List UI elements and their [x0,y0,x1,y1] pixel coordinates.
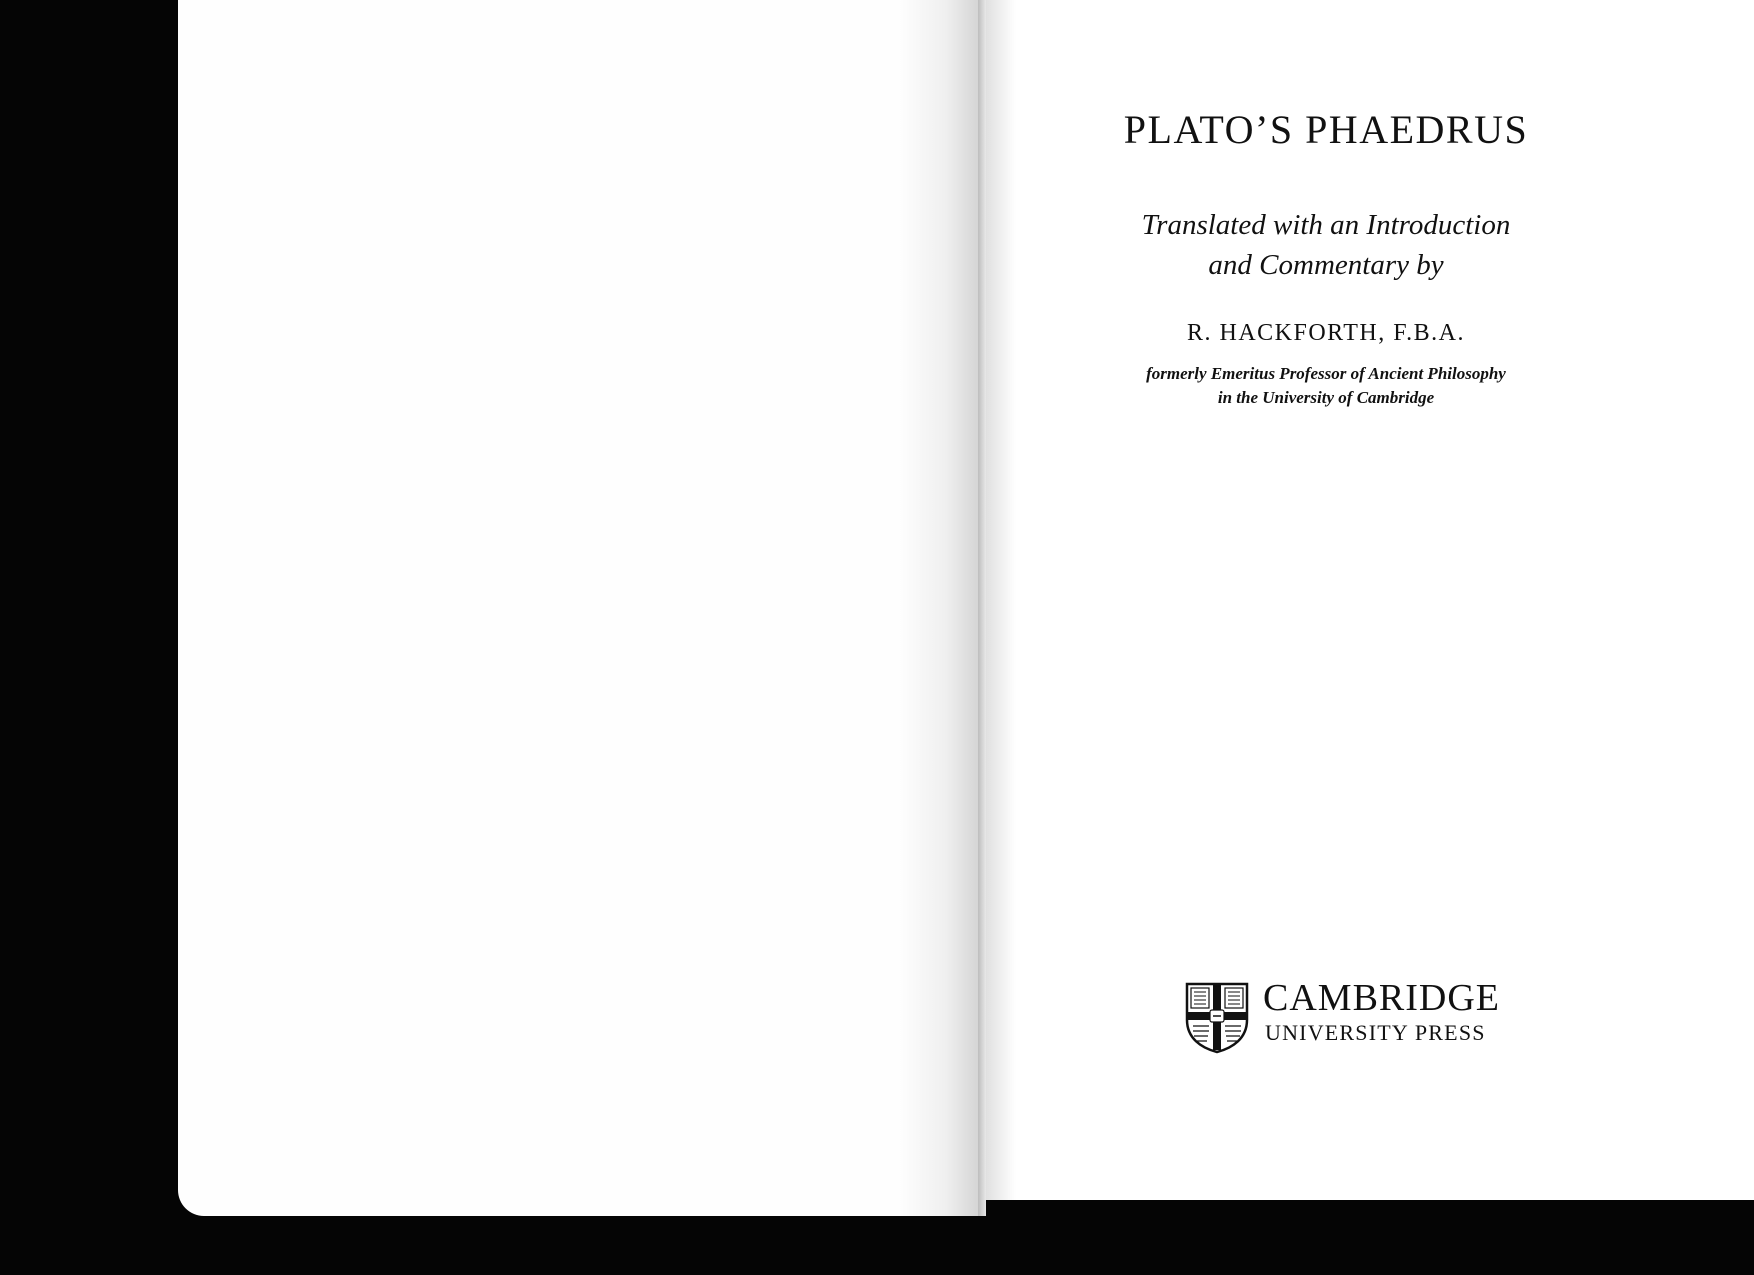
right-page-gutter-shadow [986,0,1016,1200]
cambridge-crest-icon [1185,982,1249,1054]
book-gutter [978,0,986,1216]
publisher-subname: UNIVERSITY PRESS [1265,1020,1486,1045]
affiliation-line-2: in the University of Cambridge [1217,388,1435,407]
publisher-name: CAMBRIDGE [1263,977,1501,1019]
title-page [986,0,1754,1200]
affiliation-line-1: formerly Emeritus Professor of Ancient Philosophy [1146,364,1506,383]
subtitle-line-1: Translated with an Introduction [1141,209,1511,241]
book-title: PLATO’S PHAEDRUS [1123,107,1529,152]
blank-left-page [178,0,978,1216]
left-page-gutter-shadow [898,0,978,1216]
subtitle-line-2: and Commentary by [1208,249,1444,281]
book-subtitle [1086,205,1566,285]
author-name: R. HACKFORTH, F.B.A. [1186,320,1465,346]
author-affiliation [1086,362,1566,410]
publisher-imprint [1185,977,1525,1058]
